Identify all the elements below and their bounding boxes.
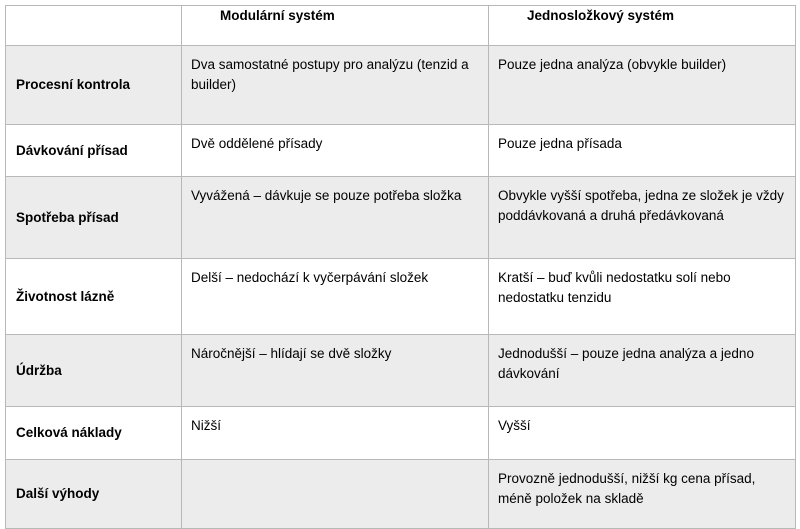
single-cell: Vyšší — [489, 407, 796, 460]
row-label: Celková náklady — [6, 407, 182, 460]
row-label: Spotřeba přísad — [6, 177, 182, 259]
table-row — [6, 407, 796, 460]
modular-cell: Nižší — [182, 407, 489, 460]
single-cell: Obvykle vyšší spotřeba, jedna ze složek je vždy poddávkovaná a druhá předávkovaná — [489, 177, 796, 259]
row-label: Údržba — [6, 335, 182, 407]
row-label: Procesní kontrola — [6, 46, 182, 125]
table-row — [6, 460, 796, 529]
modular-cell: Delší – nedochází k vyčerpávání složek — [182, 259, 489, 335]
modular-cell: Dvě oddělené přísady — [182, 125, 489, 177]
modular-cell — [182, 460, 489, 529]
modular-cell: Náročnější – hlídají se dvě složky — [182, 335, 489, 407]
table-row — [6, 335, 796, 407]
single-cell: Kratší – buď kvůli nedostatku solí nebo nedostatku tenzidu — [489, 259, 796, 335]
table-row — [6, 46, 796, 125]
single-cell: Pouze jedna přísada — [489, 125, 796, 177]
table-row — [6, 125, 796, 177]
modular-cell: Vyvážená – dávkuje se pouze potřeba složka — [182, 177, 489, 259]
header-single-component-system: Jednosložkový systém — [489, 6, 796, 46]
row-label: Dávkování přísad — [6, 125, 182, 177]
single-cell: Pouze jedna analýza (obvykle builder) — [489, 46, 796, 125]
comparison-table — [5, 5, 796, 529]
single-cell: Jednodušší – pouze jedna analýza a jedno dávkování — [489, 335, 796, 407]
header-modular-system: Modulární systém — [182, 6, 489, 46]
header-corner-cell — [6, 6, 182, 46]
table-row — [6, 177, 796, 259]
modular-cell: Dva samostatné postupy pro analýzu (tenzid a builder) — [182, 46, 489, 125]
row-label: Další výhody — [6, 460, 182, 529]
single-cell: Provozně jednodušší, nižší kg cena přísad, méně položek na skladě — [489, 460, 796, 529]
header-row — [6, 6, 796, 46]
table-row — [6, 259, 796, 335]
row-label: Životnost lázně — [6, 259, 182, 335]
